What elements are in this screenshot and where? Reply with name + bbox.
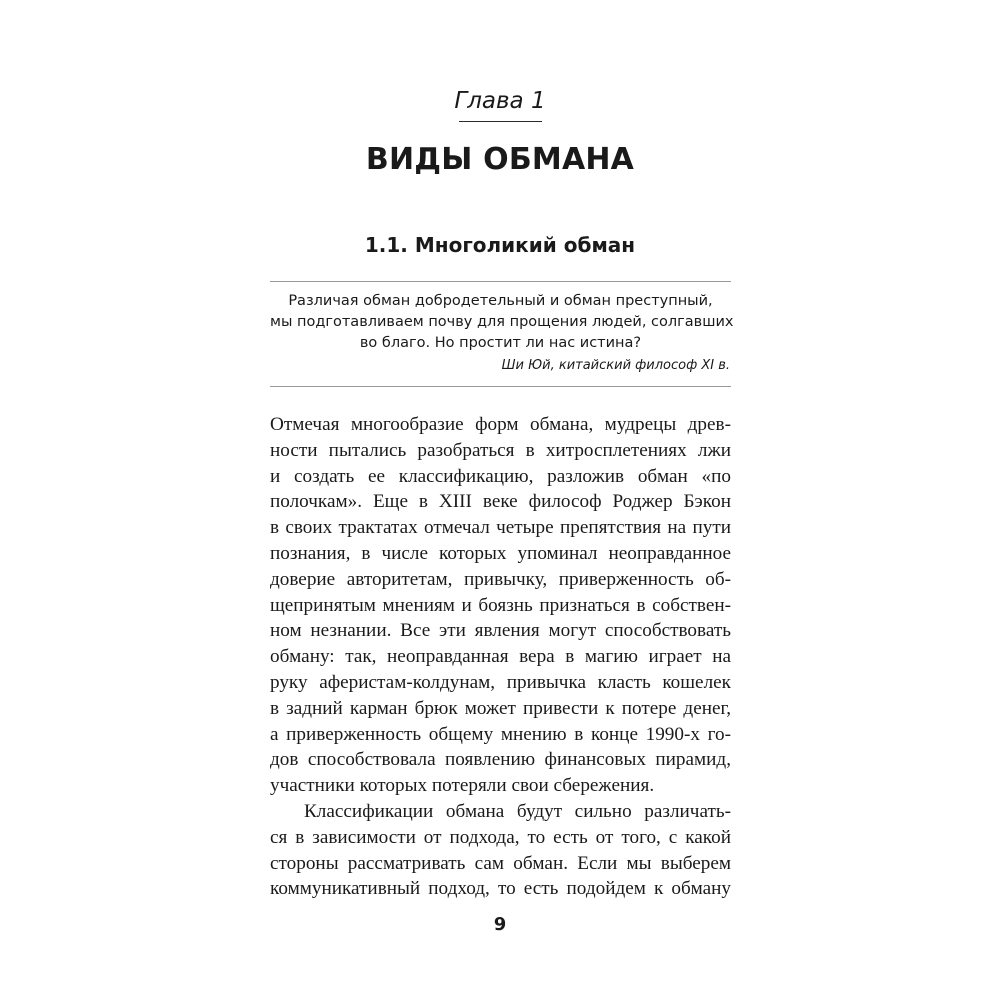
chapter-title: ВИДЫ ОБМАНА [365, 142, 635, 177]
text-line: дов способствовала появлению финансовых пирамид, [270, 749, 731, 771]
epigraph-top-rule [270, 281, 731, 282]
chapter-label: Глава 1 [454, 88, 546, 114]
text-line: познания, в числе которых упоминал неоправданное [270, 542, 731, 564]
text-line: руку аферистам-колдунам, привычка класть кошелек [270, 671, 731, 693]
text-line: щепринятым мнениям и боязнь признаться в собствен- [270, 594, 731, 616]
text-line: в задний карман брюк может привести к потере денег, [270, 697, 731, 719]
text-line: а приверженность общему мнению в конце 1990-х го- [270, 723, 731, 745]
text-line: в своих трактатах отмечал четыре препятствия на пути [270, 517, 731, 539]
text-line: ности пытались разобраться в хитросплетениях лжи [270, 439, 731, 461]
text-line: ном незнании. Все эти явления могут способствовать [270, 620, 731, 642]
text-line: полочкам». Еще в XIII веке философ Роджер Бэкон [270, 491, 731, 513]
epigraph-bottom-rule [270, 386, 731, 387]
epigraph-attribution: Ши Юй, китайский философ XI в. [501, 358, 730, 373]
text-line: Отмечая многообразие форм обмана, мудрецы древ- [270, 414, 731, 435]
text-line: доверие авторитетам, привычку, приверженность об- [270, 568, 731, 590]
epigraph-line: мы подготавливаем почву для прощения людей, солгавших [270, 314, 734, 330]
text-line: и создать ее классификацию, разложив обман «по [270, 465, 731, 487]
text-line: Классификации обмана будут сильно различать- [304, 800, 731, 822]
chapter-label-underline [459, 121, 542, 122]
body-text [270, 412, 731, 902]
section-title: 1.1. Многоликий обман [364, 233, 636, 257]
epigraph-line: Различая обман добродетельный и обман преступный, [288, 293, 713, 309]
text-line: участники которых потеряли свои сбережения. [270, 775, 655, 797]
text-line: стороны рассматривать сам обман. Если мы выберем [270, 852, 731, 874]
page-number: 9 [493, 914, 507, 935]
text-line: обману: так, неоправданная вера в магию играет на [270, 646, 731, 668]
text-line: коммуникативный подход, то есть подойдем к обману [270, 878, 731, 900]
epigraph [270, 291, 734, 354]
text-line: ся в зависимости от подхода, то есть от того, с какой [270, 826, 731, 848]
epigraph-line: во благо. Но простит ли нас истина? [359, 335, 642, 351]
